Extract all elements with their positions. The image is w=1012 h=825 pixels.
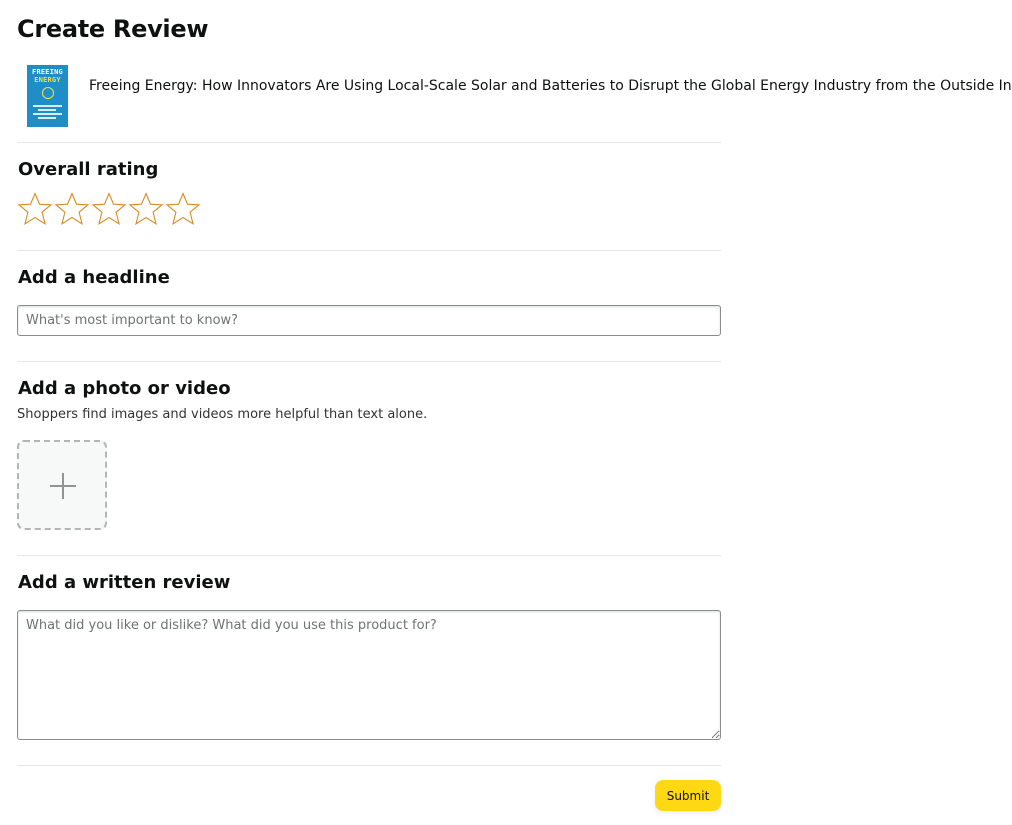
divider [17,142,721,143]
star-icon[interactable] [128,192,165,228]
star-rating-input[interactable] [17,192,202,228]
divider [17,361,721,362]
star-icon[interactable] [54,192,91,228]
photo-video-helper-text: Shoppers find images and videos more helpful than text alone. [17,407,428,422]
headline-label: Add a headline [18,267,170,288]
product-cover-image [27,65,68,127]
star-icon[interactable] [17,192,54,228]
star-icon[interactable] [91,192,128,228]
star-icon[interactable] [165,192,202,228]
photo-video-label: Add a photo or video [18,378,231,399]
add-media-button[interactable] [17,440,107,530]
cover-title-line-1: FREEING [32,68,63,76]
headline-input[interactable] [17,305,721,336]
cover-decoration [33,105,62,121]
divider [17,555,721,556]
product-title: Freeing Energy: How Innovators Are Using Local-Scale Solar and Batteries to Disrupt the Global Energy Industry from the Outside In [89,78,1012,94]
page-title: Create Review [17,15,209,43]
overall-rating-label: Overall rating [18,159,159,180]
submit-button[interactable]: Submit [655,780,721,811]
written-review-textarea[interactable] [17,610,721,740]
cover-title-line-2: ENERGY [34,76,61,84]
divider [17,250,721,251]
product-summary [17,64,1012,128]
divider [17,765,721,766]
written-review-label: Add a written review [18,572,231,593]
lightbulb-icon [42,87,54,99]
